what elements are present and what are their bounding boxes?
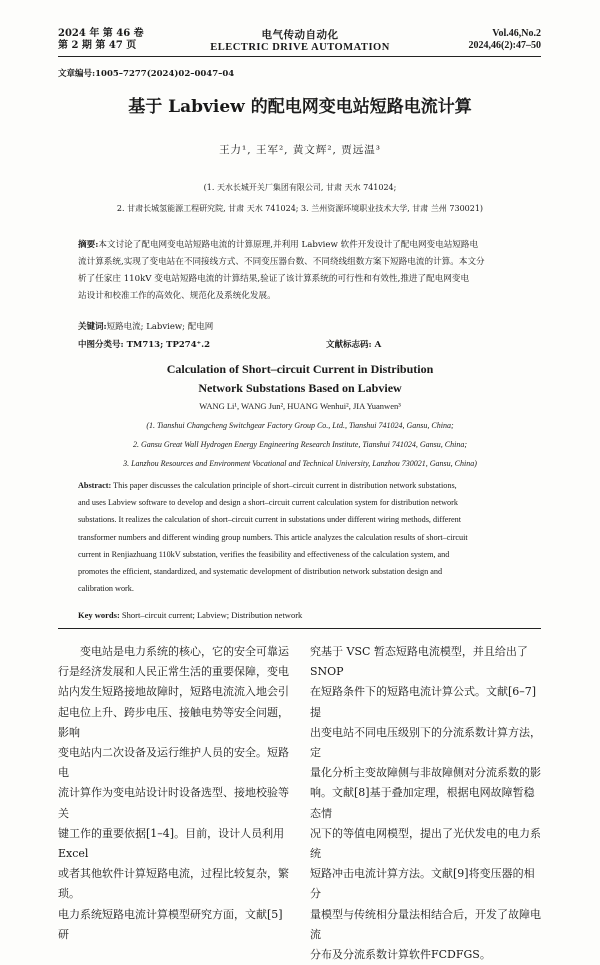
abstract-en-label: Abstract: [78, 481, 112, 490]
title-en-line2: Network Substations Based on Labview [198, 381, 402, 395]
header-volume-line2: 第 2 期 第 47 页 [58, 40, 137, 51]
body-line: 流计算作为变电站设计时设备选型、接地校验等关 [58, 786, 289, 820]
body-right-column [310, 642, 542, 965]
article-number: 文章编号:1005–7277(2024)02–0047–04 [58, 69, 235, 79]
header-journal [200, 27, 400, 53]
abstract-en-line: substations. It realizes the calculation of short–circuit current in substations under different wiring methods, different [78, 515, 462, 525]
body-line: 变电站是电力系统的核心，它的安全可靠运 [80, 645, 289, 658]
abstract-en [78, 477, 533, 597]
keywords-en [78, 610, 302, 620]
abstract-zh [78, 237, 533, 305]
body-line: 键工作的重要依据[1–4]。目前，设计人员利用 Excel [58, 826, 285, 861]
authors-zh: 王力¹, 王军², 黄文辉², 贾远温³ [219, 144, 381, 156]
affiliation-zh-line2: 2. 甘肃长城氢能源工程研究院, 甘肃 天水 741024; 3. 兰州资源环境职业技术大学, 甘肃 兰州 730021) [116, 204, 484, 213]
body-line: 量模型与传统相分量法相结合后，开发了故障电流 [310, 907, 541, 941]
body-line: 站内发生短路接地故障时，短路电流流入地会引 [58, 685, 289, 699]
abstract-en-line: Abstract: This paper discusses the calculation principle of short–circuit current in distribution network substations, [78, 481, 457, 490]
header-citation-line1: Vol.46,No.2 [492, 28, 541, 39]
body-line: 况下的等值电网模型，提出了光伏发电的电力系统 [310, 826, 541, 861]
body-line: 量化分析主变故障侧与非故障侧对分流系数的影 [310, 766, 541, 780]
abstract-zh-line: 析了任家庄 110kV 变电站短路电流的计算结果,验证了该计算系统的可行性和有效性,推进了配电网变电 [78, 274, 470, 284]
keywords-zh [78, 320, 213, 332]
header-rule [58, 56, 541, 57]
keywords-zh-label: 关键词: [78, 322, 107, 332]
header-citation-line2: 2024,46(2):47–50 [468, 40, 541, 51]
header-journal-en: ELECTRIC DRIVE AUTOMATION [210, 42, 390, 53]
title-zh: 基于 Labview 的配电网变电站短路电流计算 [128, 97, 472, 117]
body-line: 分布及分流系数计算软件FCDFGS。 [310, 948, 491, 962]
abstract-zh-line: 流计算系统,实现了变电站在不同接线方式、不同变压器台数、不同绕线组数方案下短路电流的计算。本文分 [78, 257, 485, 267]
body-line: 究基于 VSC 暂态短路电流模型，并且给出了 SNOP [310, 645, 528, 679]
body-line: 电力系统短路电流计算模型研究方面，文献[5]研 [58, 907, 283, 941]
abstract-en-line: transformer numbers and different winding group numbers. This article analyzes the calculation results of short–circuit [78, 532, 468, 542]
body-line: 行是经济发展和人民正常生活的重要保障，变电 [58, 665, 289, 679]
abstract-en-line: current in Renjiazhuang 110kV substation, verifies the feasibility and effectiveness of the calculation system, and [78, 549, 450, 559]
abstract-zh-line: 摘要:本文讨论了配电网变电站短路电流的计算原理,并利用 Labview 软件开发设计了配电网变电站短路电 [78, 240, 479, 250]
body-line: 响。文献[8]基于叠加定理，根据电网故障暂稳态情 [310, 786, 535, 820]
header-citation [420, 28, 541, 52]
abstract-en-line: and uses Labview software to develop and design a short–circuit current calculation system for distribution network [78, 498, 458, 508]
body-line: 变电站内二次设备及运行维护人员的安全。短路电 [58, 746, 289, 780]
header-volume [58, 28, 144, 52]
authors-en: WANG Li¹, WANG Jun², HUANG Wenhui², JIA Yuanwen³ [199, 401, 401, 411]
body-line: 起电位上升、跨步电压、接触电势等安全问题，影响 [58, 705, 289, 739]
body-line: 在短路条件下的短路电流计算公式。文献[6–7]提 [310, 685, 537, 719]
keywords-en-label: Key words: [78, 610, 120, 620]
keywords-zh-text: 短路电流; Labview; 配电网 [106, 322, 214, 332]
abstract-zh-line: 站设计和校准工作的高效化、规范化及系统化发展。 [78, 291, 276, 301]
document-code: 文献标志码: A [326, 340, 382, 350]
affiliation-zh-line1: (1. 天水长城开关厂集团有限公司, 甘肃 天水 741024; [203, 183, 397, 192]
body-left-column [58, 642, 290, 945]
section-rule [58, 628, 541, 629]
clc-number: 中图分类号: TM713; TP274⁺.2 [78, 340, 210, 350]
header-journal-zh: 电气传动自动化 [261, 29, 339, 41]
abstract-en-line: promotes the efficient, standardized, and systematic development of distribution network substation design and [78, 567, 443, 577]
abstract-en-line: calibration work. [78, 584, 134, 594]
body-line: 短路冲击电流计算方法。文献[9]将变压器的相分 [310, 867, 535, 901]
keywords-en-text: Short–circuit current; Labview; Distribution network [121, 610, 303, 620]
affiliation-en-line1: (1. Tianshui Changcheng Switchgear Factory Group Co., Ltd., Tianshui 741024, Gansu, China; [146, 421, 454, 430]
affiliation-en-line2: 2. Gansu Great Wall Hydrogen Energy Engineering Research Institute, Tianshui 741024, Gansu, China; [132, 440, 468, 449]
body-line: 出变电站不同电压级别下的分流系数计算方法，定 [310, 725, 541, 760]
abstract-zh-label: 摘要: [78, 240, 99, 250]
header-volume-line1: 2024 年 第 46 卷 [58, 28, 144, 39]
affiliation-en-line3: 3. Lanzhou Resources and Environment Vocational and Technical University, Lanzhou 730021, Gansu, China) [123, 459, 477, 468]
title-en-line1: Calculation of Short–circuit Current in Distribution [166, 362, 434, 376]
body-line: 或者其他软件计算短路电流，过程比较复杂，繁琐。 [58, 867, 289, 901]
